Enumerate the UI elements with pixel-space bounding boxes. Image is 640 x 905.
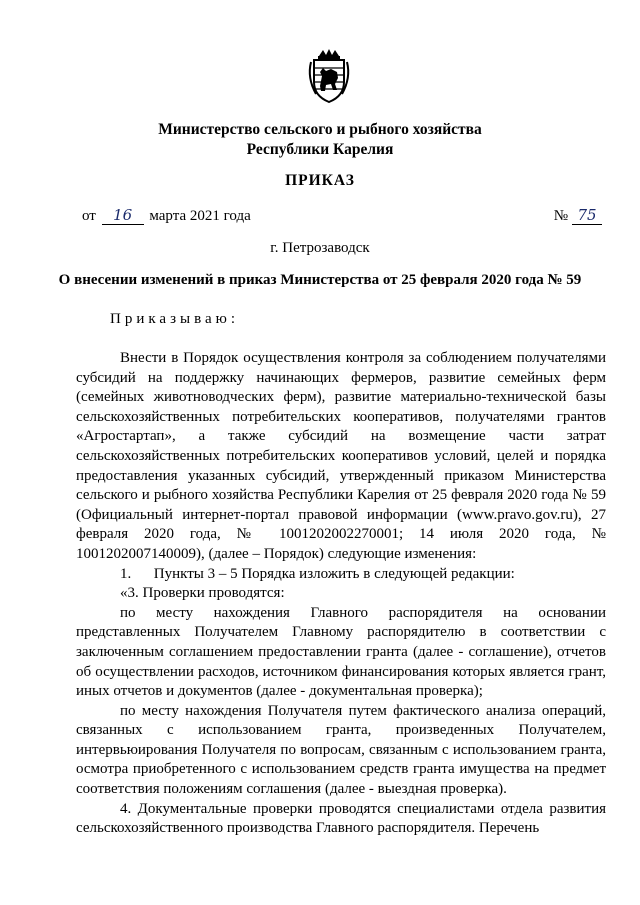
paragraph-field: по месту нахождения Получателя путем фактического анализа операций, связанных с использованием гранта, произведенных Получателем, интервьюирования Получателя по вопросам, связанным с использованием гранта, осмотра приобретенного с использованием средств гранта имущества на предмет соответствия положениям соглашения (далее - выездная проверка). — [76, 702, 606, 798]
paragraph-item-3: «3. Проверки проводятся: — [120, 585, 285, 602]
karelia-coat-of-arms-icon — [304, 48, 354, 104]
ministry-line-1: Министерство сельского и рыбного хозяйства — [158, 121, 482, 138]
paragraph-item-4: 4. Документальные проверки проводятся специалистами отдела развития сельскохозяйственного производства Главного распорядителя. Перечень — [76, 800, 606, 837]
order-date — [82, 206, 251, 225]
order-number — [554, 206, 602, 225]
city: г. Петрозаводск — [270, 240, 370, 256]
number-label: № — [553, 208, 568, 224]
order-body — [76, 349, 606, 839]
date-from-label: от — [82, 208, 96, 224]
paragraph-intro: Внести в Порядок осуществления контроля за соблюдением получателями субсидий на поддержку начинающих фермеров, развитие семейных ферм (семейных животноводческих ферм), развитие материально-технической базы сельскохозяйственных потребительских кооперативов, получателями грантов «Агростартап», а также субсидий на возмещение части затрат сельскохозяйственных потребительских кооперативов условий, целей и порядка предоставления указанных субсидий, утвержденный приказом Министерства сельского и рыбного хозяйства Республики Карелия от 25 февраля 2020 года № 59 (Официальный интернет-портал правовой информации (www.pravo.gov.ru), 27 февраля 2020 года, № 1001202002270001; 14 июля 2020 года, № 1001202007140009), (далее – Порядок) следующие изменения: — [76, 350, 606, 562]
date-day-handwritten: 16 — [102, 206, 144, 225]
ministry-name — [0, 120, 640, 160]
document-type: ПРИКАЗ — [285, 172, 355, 189]
paragraph-documentary: по месту нахождения Главного распорядителя на основании представленных Получателем Главному распорядителю в соответствии с заключенным соглашением предоставлении гранта (далее - соглашение), отчетов об осуществлении расходов, источником финансирования которых является грант, иных отчетов и документов (далее - документальная проверка); — [76, 604, 606, 700]
paragraph-item-1: 1. Пункты 3 – 5 Порядка изложить в следующей редакции: — [120, 565, 515, 582]
date-month-year: марта 2021 года — [149, 208, 251, 224]
date-number-row — [82, 206, 602, 230]
ministry-line-2: Республики Карелия — [246, 141, 394, 158]
order-subject: О внесении изменений в приказ Министерства от 25 февраля 2020 года № 59 — [58, 272, 582, 288]
number-handwritten: 75 — [572, 206, 602, 225]
prikazyvayu-heading: Приказываю: — [110, 311, 239, 327]
